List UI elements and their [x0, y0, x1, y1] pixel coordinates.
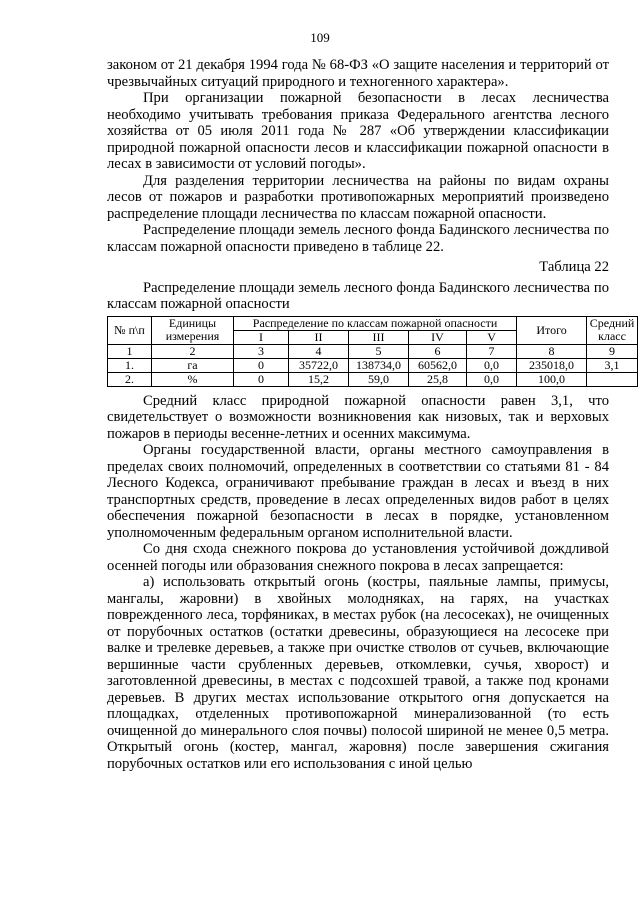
header-total: Итого: [517, 316, 587, 344]
header-class: I: [234, 330, 289, 344]
table-cell: 6: [409, 344, 467, 358]
table-cell: 59,0: [349, 372, 409, 386]
header-class: III: [349, 330, 409, 344]
table-cell: [587, 372, 638, 386]
table-cell: 15,2: [289, 372, 349, 386]
table-cell: 8: [517, 344, 587, 358]
paragraph: Для разделения территории лесничества на районы по видам охраны лесов от пожаров и разработки противопожарных мероприятий произведено распределение площади лесничества по классам пожарной опасности.: [107, 172, 609, 222]
fire-class-table: [107, 316, 638, 387]
table-cell: 5: [349, 344, 409, 358]
table-cell: 0,0: [467, 358, 517, 372]
table-row: [108, 372, 638, 386]
table-cell: 235018,0: [517, 358, 587, 372]
table-index-row: [108, 344, 638, 358]
table-cell: 7: [467, 344, 517, 358]
table-cell: 4: [289, 344, 349, 358]
header-num: № п\п: [108, 316, 152, 344]
table-cell: 2: [152, 344, 234, 358]
page-number: 109: [310, 30, 330, 45]
body-text: [107, 57, 635, 772]
paragraph: Распределение площади земель лесного фонда Бадинского лесничества по классам пожарной опасности приведено в таблице 22.: [107, 222, 609, 255]
table-cell: 3,1: [587, 358, 638, 372]
table-header-row: [108, 316, 638, 330]
header-class: II: [289, 330, 349, 344]
table-cell: 138734,0: [349, 358, 409, 372]
table-cell: 9: [587, 344, 638, 358]
paragraph: Средний класс природной пожарной опасности равен 3,1, что свидетельствует о возможности возникновения как низовых, так и верховых пожаров в периоды весенне-летних и осенних максимума.: [107, 392, 609, 442]
table-cell: 0: [234, 358, 289, 372]
header-group: Распределение по классам пожарной опасности: [234, 316, 517, 330]
paragraph: законом от 21 декабря 1994 года № 68-ФЗ «О защите населения и территорий от чрезвычайных ситуаций природного и техногенного характера».: [107, 57, 609, 90]
paragraph: Органы государственной власти, органы местного самоуправления в пределах своих полномочий, определенных в соответствии со статьями 81 - 84 Лесного Кодекса, ограничивают пребывание граждан в лесах и въезд в них транспортных средств, проведение в лесах определенных видов работ в целях обеспечения пожарной безопасности в лесах в порядке, установленном уполномоченным федеральным органом исполнительной власти.: [107, 442, 609, 541]
header-unit: Единицы измерения: [152, 316, 234, 344]
paragraph: а) использовать открытый огонь (костры, паяльные лампы, примусы, мангалы, жаровни) в хвойных молодняках, на гарях, на участках поврежденного леса, торфяниках, в местах рубок (на лесосеках), не очищенных от порубочных остатков (остатки древесины, образующиеся на лесосеке при валке и трелевке деревьев, а также при очистке стволов от сучьев, включающие вершинные части срубленных деревьев, откомлевки, сучья, хворост) и заготовленной древесины, в местах с подсохшей травой, а также под кронами деревьев. В других местах использование открытого огня допускается на площадках, отделенных противопожарной минерализованной (то есть очищенной до минерального слоя почвы) полосой шириной не менее 0,5 метра. Открытый огонь (костер, мангал, жаровня) после завершения сжигания порубочных остатков или его использования с иной целью: [107, 574, 609, 772]
table-cell: 100,0: [517, 372, 587, 386]
header-avg: Средний класс: [587, 316, 638, 344]
table-cell: 3: [234, 344, 289, 358]
table-cell: га: [152, 358, 234, 372]
table-row: [108, 358, 638, 372]
table-label: Таблица 22: [539, 259, 609, 275]
table-cell: 2.: [108, 372, 152, 386]
table-cell: 0: [234, 372, 289, 386]
table-caption: Распределение площади земель лесного фонда Бадинского лесничества по классам пожарной опасности: [107, 279, 609, 312]
paragraph: Со дня схода снежного покрова до установления устойчивой дождливой осенней погоды или образования снежного покрова в лесах запрещается:: [107, 541, 609, 574]
header-class: IV: [409, 330, 467, 344]
table-cell: %: [152, 372, 234, 386]
header-class: V: [467, 330, 517, 344]
table-cell: 1: [108, 344, 152, 358]
table-cell: 25,8: [409, 372, 467, 386]
table-cell: 1.: [108, 358, 152, 372]
table-cell: 60562,0: [409, 358, 467, 372]
table-cell: 0,0: [467, 372, 517, 386]
table-cell: 35722,0: [289, 358, 349, 372]
paragraph: При организации пожарной безопасности в лесах лесничества необходимо учитывать требования приказа Федерального агентства лесного хозяйства от 05 июля 2011 года № 287 «Об утверждении классификации природной пожарной опасности лесов и классификации пожарной опасности в лесах в зависимости от условий погоды».: [107, 90, 609, 172]
